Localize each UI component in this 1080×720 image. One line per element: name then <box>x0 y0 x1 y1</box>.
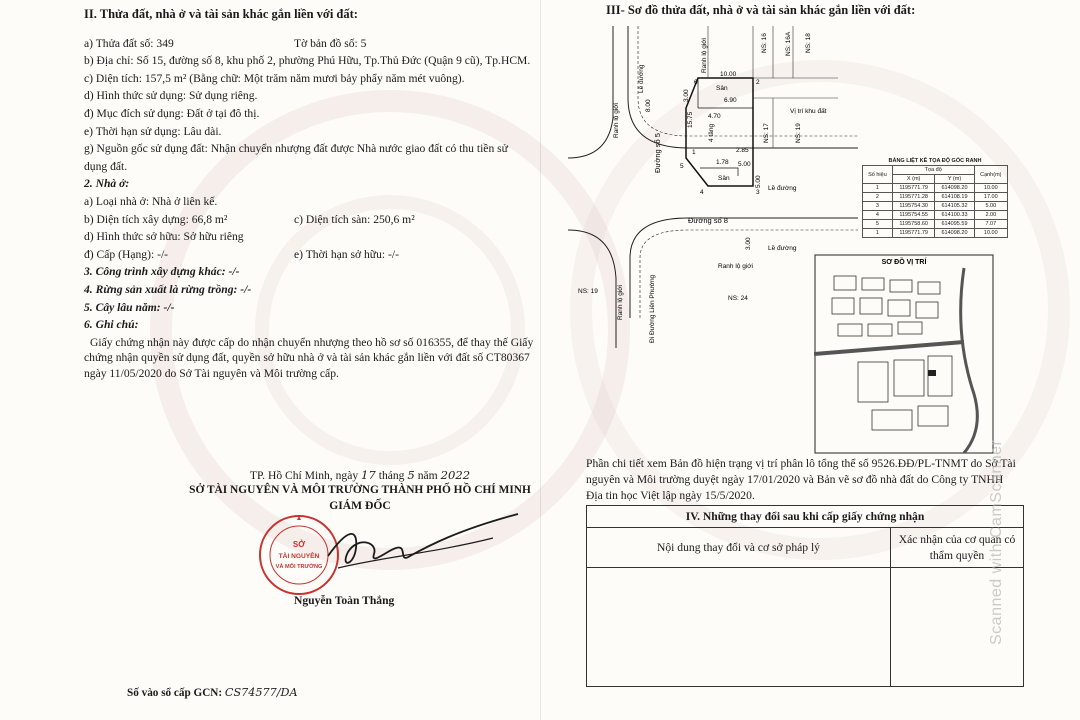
floor-area: c) Diện tích sàn: 250,6 m² <box>294 212 415 226</box>
map-label-inter-ward-road: Đi Đường Liên Phường <box>649 274 656 343</box>
parcel-row <box>84 35 534 53</box>
map-label-ns18: NS: 18 <box>805 33 812 53</box>
handwritten-signature <box>318 508 528 588</box>
parcel-number: a) Thửa đất số: 349 <box>84 36 174 50</box>
house-type: a) Loại nhà ở: Nhà ở liên kế. <box>84 194 218 208</box>
registry-serial: Số vào sổ cấp GCN: CS74577/DA <box>127 686 298 699</box>
changes-table <box>586 505 1024 687</box>
map-label-boundary-4: Ranh lộ giới <box>617 285 624 320</box>
map-label-road-8: Đường số 8 <box>688 216 728 225</box>
planted-forest: 4. Rừng sản xuất là rừng trồng: -/- <box>84 282 252 296</box>
changes-col-confirmation: Xác nhận của cơ quan có thẩm quyền <box>898 532 1016 562</box>
dim-label: 5.00 <box>755 175 762 188</box>
other-construction: 3. Công trình xây dựng khác: -/- <box>84 265 240 279</box>
signature-block <box>180 468 540 513</box>
map-label-yard-2: Sân <box>718 175 730 182</box>
coordinate-table <box>862 158 1008 238</box>
section-2-title: II. Thửa đất, nhà ở và tài sản khác gắn liền với đất: <box>84 7 358 21</box>
dim-label: 3.00 <box>683 89 690 102</box>
usage-purpose: đ) Mục đích sử dụng: Đất ở tại đô thị. <box>84 106 260 120</box>
map-label-ns24: NS: 24 <box>728 295 748 302</box>
signer-role: GIÁM ĐỐC <box>329 499 391 512</box>
map-label-curb-3: Lề đường <box>768 245 797 252</box>
dim-label: 1.78 <box>716 159 729 166</box>
changes-body-content <box>587 568 891 686</box>
dim-label: 15.75 <box>687 111 694 128</box>
location-title: SƠ ĐỒ VỊ TRÍ <box>881 259 927 266</box>
land-origin: g) Nguồn gốc sử dụng đất: Nhận chuyển nhượng đất được Nhà nước giao đất có thu tiền sử dụng đất. <box>84 142 508 173</box>
dim-label: 5.00 <box>738 161 751 168</box>
map-label-floors: 4 tầng <box>708 123 715 142</box>
map-label-curb: Lề đường <box>638 64 645 93</box>
changes-col-content: Nội dung thay đổi và cơ sở pháp lý <box>587 528 891 567</box>
map-sheet: Tờ bản đồ số: 5 <box>294 36 367 50</box>
dim-label: 3.00 <box>745 237 752 250</box>
build-area: b) Diện tích xây dựng: 66,8 m² <box>84 212 228 226</box>
area-row <box>84 211 534 229</box>
house-grade: đ) Cấp (Hạng): -/- <box>84 247 169 261</box>
section-3-title: III- Sơ đồ thửa đất, nhà ở và tài sản khác gắn liền với đất: <box>606 3 916 17</box>
col-header: Cạnh(m) <box>974 166 1007 184</box>
dim-label: 8.00 <box>645 99 652 112</box>
corner-number: 6 <box>694 79 698 86</box>
grade-row <box>84 246 534 264</box>
map-label-boundary: Ranh lộ giới <box>613 103 620 138</box>
map-label-ns16: NS: 16 <box>761 33 768 53</box>
left-page-content <box>84 6 534 381</box>
notes-text: Giấy chứng nhận này được cấp do nhận chuyển nhượng theo hồ sơ số 016355, để thay thế Giấy chứng nhận quyền sử dụng đất, quyền sở hữu nhà ở và tài sản khác gắn liền với đất số CT80367 ngày 11/05/2020 do Sở Tài nguyên và Môi trường cấp. <box>84 335 534 380</box>
dim-label: 6.90 <box>724 97 737 104</box>
corner-number: 1 <box>692 149 696 156</box>
issuing-organization: SỞ TÀI NGUYÊN VÀ MÔI TRƯỜNG THÀNH PHỐ HỒ CHÍ MINH <box>189 484 531 496</box>
table-row: 1 1195771.79 614098.20 10.00 <box>863 184 1008 193</box>
usage-term: e) Thời hạn sử dụng: Lâu dài. <box>84 124 222 138</box>
location-diagram <box>814 254 994 454</box>
dim-label: 10.00 <box>720 71 737 78</box>
map-label-boundary-2: Ranh lộ giới <box>718 263 753 270</box>
map-label-ns17: NS: 17 <box>763 123 770 143</box>
house-title: 2. Nhà ở: <box>84 177 130 191</box>
dim-label: 2.85 <box>736 147 749 154</box>
seal-center-text: SỞ <box>292 540 306 549</box>
seal-line-3: VÀ MÔI TRƯỜNG <box>275 564 323 570</box>
map-label-ns19: NS: 19 <box>795 123 802 143</box>
corner-number: 5 <box>680 163 684 170</box>
map-label-boundary-3: Ranh lộ giới <box>701 38 708 73</box>
corner-number: 3 <box>756 189 760 196</box>
corner-number: 4 <box>700 189 704 196</box>
table-row: 1 1195771.79 614098.20 10.00 <box>863 229 1008 238</box>
changes-header-row <box>587 528 1023 568</box>
ownership-form: d) Hình thức sở hữu: Sở hữu riêng <box>84 230 244 244</box>
map-label-curb-2: Lề đường <box>768 185 797 192</box>
date-month: 5 <box>407 468 415 482</box>
map-label-ns19-b: NS: 19 <box>578 288 598 295</box>
dim-label: 4.70 <box>708 113 721 120</box>
detail-reference-text: Phần chi tiết xem Bản đồ hiện trạng vị trí phân lô tổng thể số 9526.ĐĐ/PL-TNMT do Sở Tài nguyên và Môi trường duyệt ngày 17/01/2020 và Bản vẽ sơ đồ nhà đất do Công ty TNHH Địa tin học Việt lập ngày 15/5/2020. <box>586 457 1016 502</box>
table-row: 5 1195758.60 614095.59 7.07 <box>863 220 1008 229</box>
changes-body <box>587 568 1023 686</box>
date-year: 2022 <box>440 468 471 482</box>
col-header: Số hiệu <box>863 166 893 184</box>
map-label-yard: Sân <box>716 85 728 92</box>
page-fold-line <box>540 0 541 720</box>
serial-value: CS74577/DA <box>224 686 298 699</box>
corner-number: 2 <box>756 79 760 86</box>
table-row: 4 1195754.55 614100.33 2.00 <box>863 211 1008 220</box>
map-label-road-5: Đường số 5 <box>653 133 662 173</box>
table-row: 2 1195771.28 614108.19 17.00 <box>863 193 1008 202</box>
map-label-site: Vị trí khu đất <box>790 108 827 115</box>
map-label-ns16a: NS: 16A <box>785 31 792 56</box>
notes-title: 6. Ghi chú: <box>84 318 139 332</box>
issue-date: TP. Hồ Chí Minh, ngày 17 tháng 5 năm 2022 <box>249 468 471 482</box>
land-area: c) Diện tích: 157,5 m² (Bằng chữ: Một trăm năm mươi bảy phẩy năm mét vuông). <box>84 71 465 85</box>
coordinate-table-title: BẢNG LIỆT KÊ TỌA ĐỘ GÓC RANH <box>888 158 982 164</box>
scanner-watermark: Scanned with CamScanner <box>988 439 1005 645</box>
usage-form: d) Hình thức sử dụng: Sử dụng riêng. <box>84 89 258 103</box>
col-group-header: Tọa độ <box>892 166 974 175</box>
coordinate-grid <box>862 165 1008 238</box>
col-header: Y (m) <box>935 175 974 184</box>
seal-line-2: TÀI NGUYÊN <box>278 553 320 560</box>
signer-name: Nguyễn Toàn Thắng <box>294 594 395 607</box>
date-day: 17 <box>361 468 376 482</box>
changes-title: IV. Những thay đổi sau khi cấp giấy chứng nhận <box>587 506 1023 528</box>
address: b) Địa chỉ: Số 15, đường số 8, khu phố 2, phường Phú Hữu, Tp.Thủ Đức (Quận 9 cũ), Tp.HCM. <box>84 54 531 68</box>
ownership-term: e) Thời hạn sở hữu: -/- <box>294 247 399 261</box>
table-row: 3 1195754.30 614105.32 5.00 <box>863 202 1008 211</box>
perennial-trees: 5. Cây lâu năm: -/- <box>84 300 175 314</box>
col-header: X (m) <box>892 175 935 184</box>
